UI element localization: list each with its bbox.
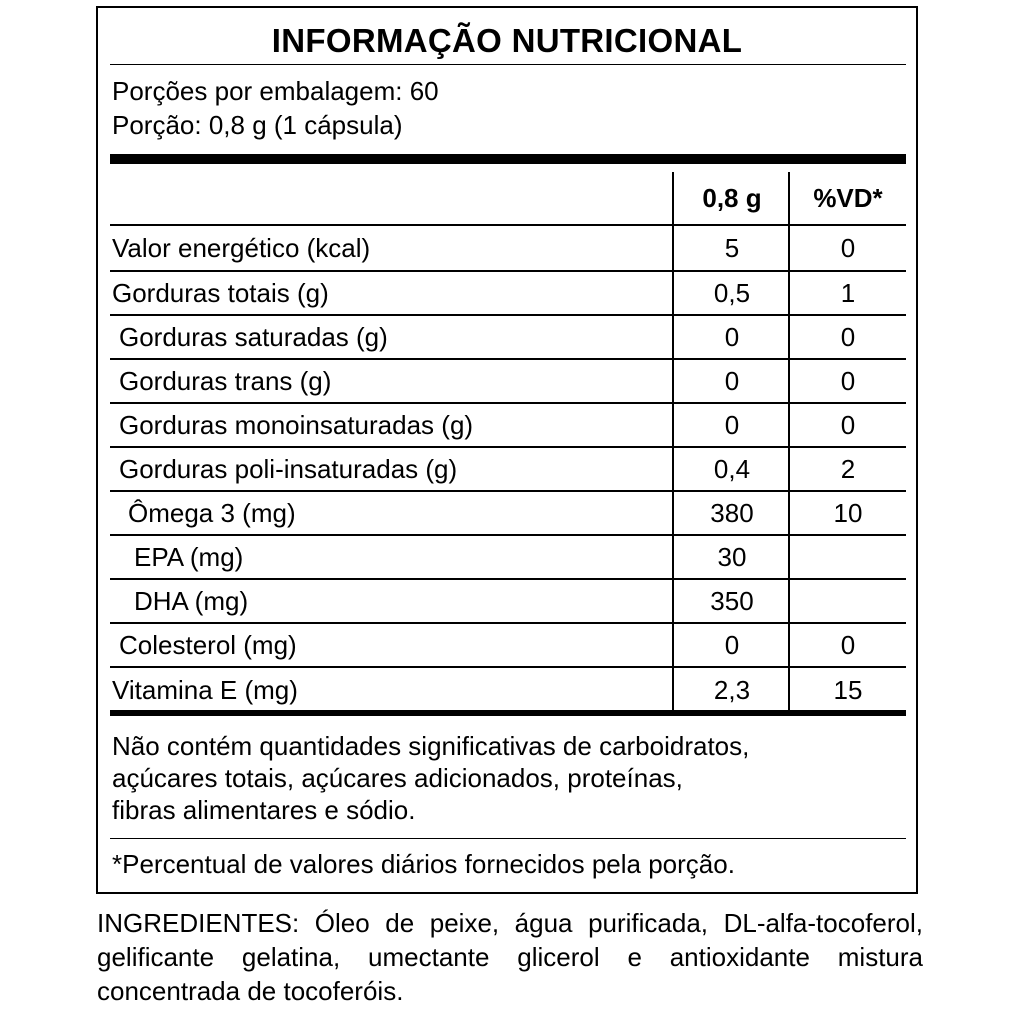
vd-footnote: *Percentual de valores diários fornecidos pela porção. bbox=[112, 849, 735, 879]
nutrient-label: Valor energético (kcal) bbox=[112, 232, 371, 263]
table-row bbox=[110, 492, 906, 536]
nutrient-label: Gorduras poli-insaturadas (g) bbox=[119, 453, 458, 484]
servings-per-package: Porções por embalagem: 60 bbox=[112, 76, 439, 106]
nutrient-vd: 10 bbox=[788, 492, 906, 534]
nutrient-vd: 0 bbox=[788, 624, 906, 666]
nutrient-amount: 0 bbox=[672, 316, 790, 358]
note-line: Não contém quantidades significativas de carboidratos, bbox=[112, 731, 750, 761]
table-row bbox=[110, 404, 906, 448]
table-row bbox=[110, 360, 906, 404]
title-divider bbox=[110, 64, 906, 65]
nutrient-label: Gorduras monoinsaturadas (g) bbox=[119, 409, 474, 440]
table-row bbox=[110, 624, 906, 668]
table-row bbox=[110, 272, 906, 316]
table-row bbox=[110, 448, 906, 492]
nutrient-amount: 0 bbox=[672, 404, 790, 446]
header-vd: %VD* bbox=[788, 172, 906, 224]
not-significant-note bbox=[112, 730, 749, 826]
note-line: açúcares totais, açúcares adicionados, proteínas, bbox=[112, 763, 683, 793]
nutrient-vd: 0 bbox=[788, 316, 906, 358]
ingredients-text: INGREDIENTES: Óleo de peixe, água purificada, DL-alfa-tocoferol, gelificante gelatina, umectante glicerol e antioxidante mistura concentrada de tocoferóis. bbox=[97, 908, 923, 1006]
nutrient-amount: 30 bbox=[672, 536, 790, 578]
nutrient-vd: 15 bbox=[788, 668, 906, 712]
note-line: fibras alimentares e sódio. bbox=[112, 795, 416, 825]
nutrient-amount: 380 bbox=[672, 492, 790, 534]
footnote-divider bbox=[110, 838, 906, 839]
nutrient-label: Vitamina E (mg) bbox=[112, 674, 298, 705]
nutrient-vd: 0 bbox=[788, 360, 906, 402]
nutrient-label: Colesterol (mg) bbox=[119, 629, 297, 660]
serving-size: Porção: 0,8 g (1 cápsula) bbox=[112, 110, 403, 140]
nutrient-label: Ômega 3 (mg) bbox=[128, 497, 296, 528]
nutrient-amount: 5 bbox=[672, 226, 790, 270]
table-row bbox=[110, 580, 906, 624]
table-row bbox=[110, 316, 906, 360]
nutrient-label: Gorduras totais (g) bbox=[112, 277, 329, 308]
nutrient-label: Gorduras trans (g) bbox=[119, 365, 332, 396]
thick-divider-bottom bbox=[110, 710, 906, 716]
header-amount: 0,8 g bbox=[672, 172, 790, 224]
nutrient-amount: 0,4 bbox=[672, 448, 790, 490]
nutrition-facts-panel bbox=[96, 6, 918, 894]
thick-divider-top bbox=[110, 154, 906, 164]
nutrient-vd bbox=[788, 536, 906, 578]
nutrient-vd bbox=[788, 580, 906, 622]
nutrient-label: EPA (mg) bbox=[134, 541, 244, 572]
nutrient-amount: 350 bbox=[672, 580, 790, 622]
nutrient-amount: 0 bbox=[672, 360, 790, 402]
table-header-row bbox=[110, 172, 906, 226]
table-row bbox=[110, 226, 906, 272]
nutrient-vd: 2 bbox=[788, 448, 906, 490]
nutrient-amount: 0 bbox=[672, 624, 790, 666]
nutrient-amount: 2,3 bbox=[672, 668, 790, 712]
nutrient-vd: 0 bbox=[788, 226, 906, 270]
table-row bbox=[110, 668, 906, 712]
panel-title: INFORMAÇÃO NUTRICIONAL bbox=[271, 22, 743, 59]
nutrient-amount: 0,5 bbox=[672, 272, 790, 314]
nutrient-label: DHA (mg) bbox=[134, 585, 249, 616]
nutrient-vd: 0 bbox=[788, 404, 906, 446]
nutrient-label: Gorduras saturadas (g) bbox=[119, 321, 388, 352]
nutrient-vd: 1 bbox=[788, 272, 906, 314]
table-row bbox=[110, 536, 906, 580]
